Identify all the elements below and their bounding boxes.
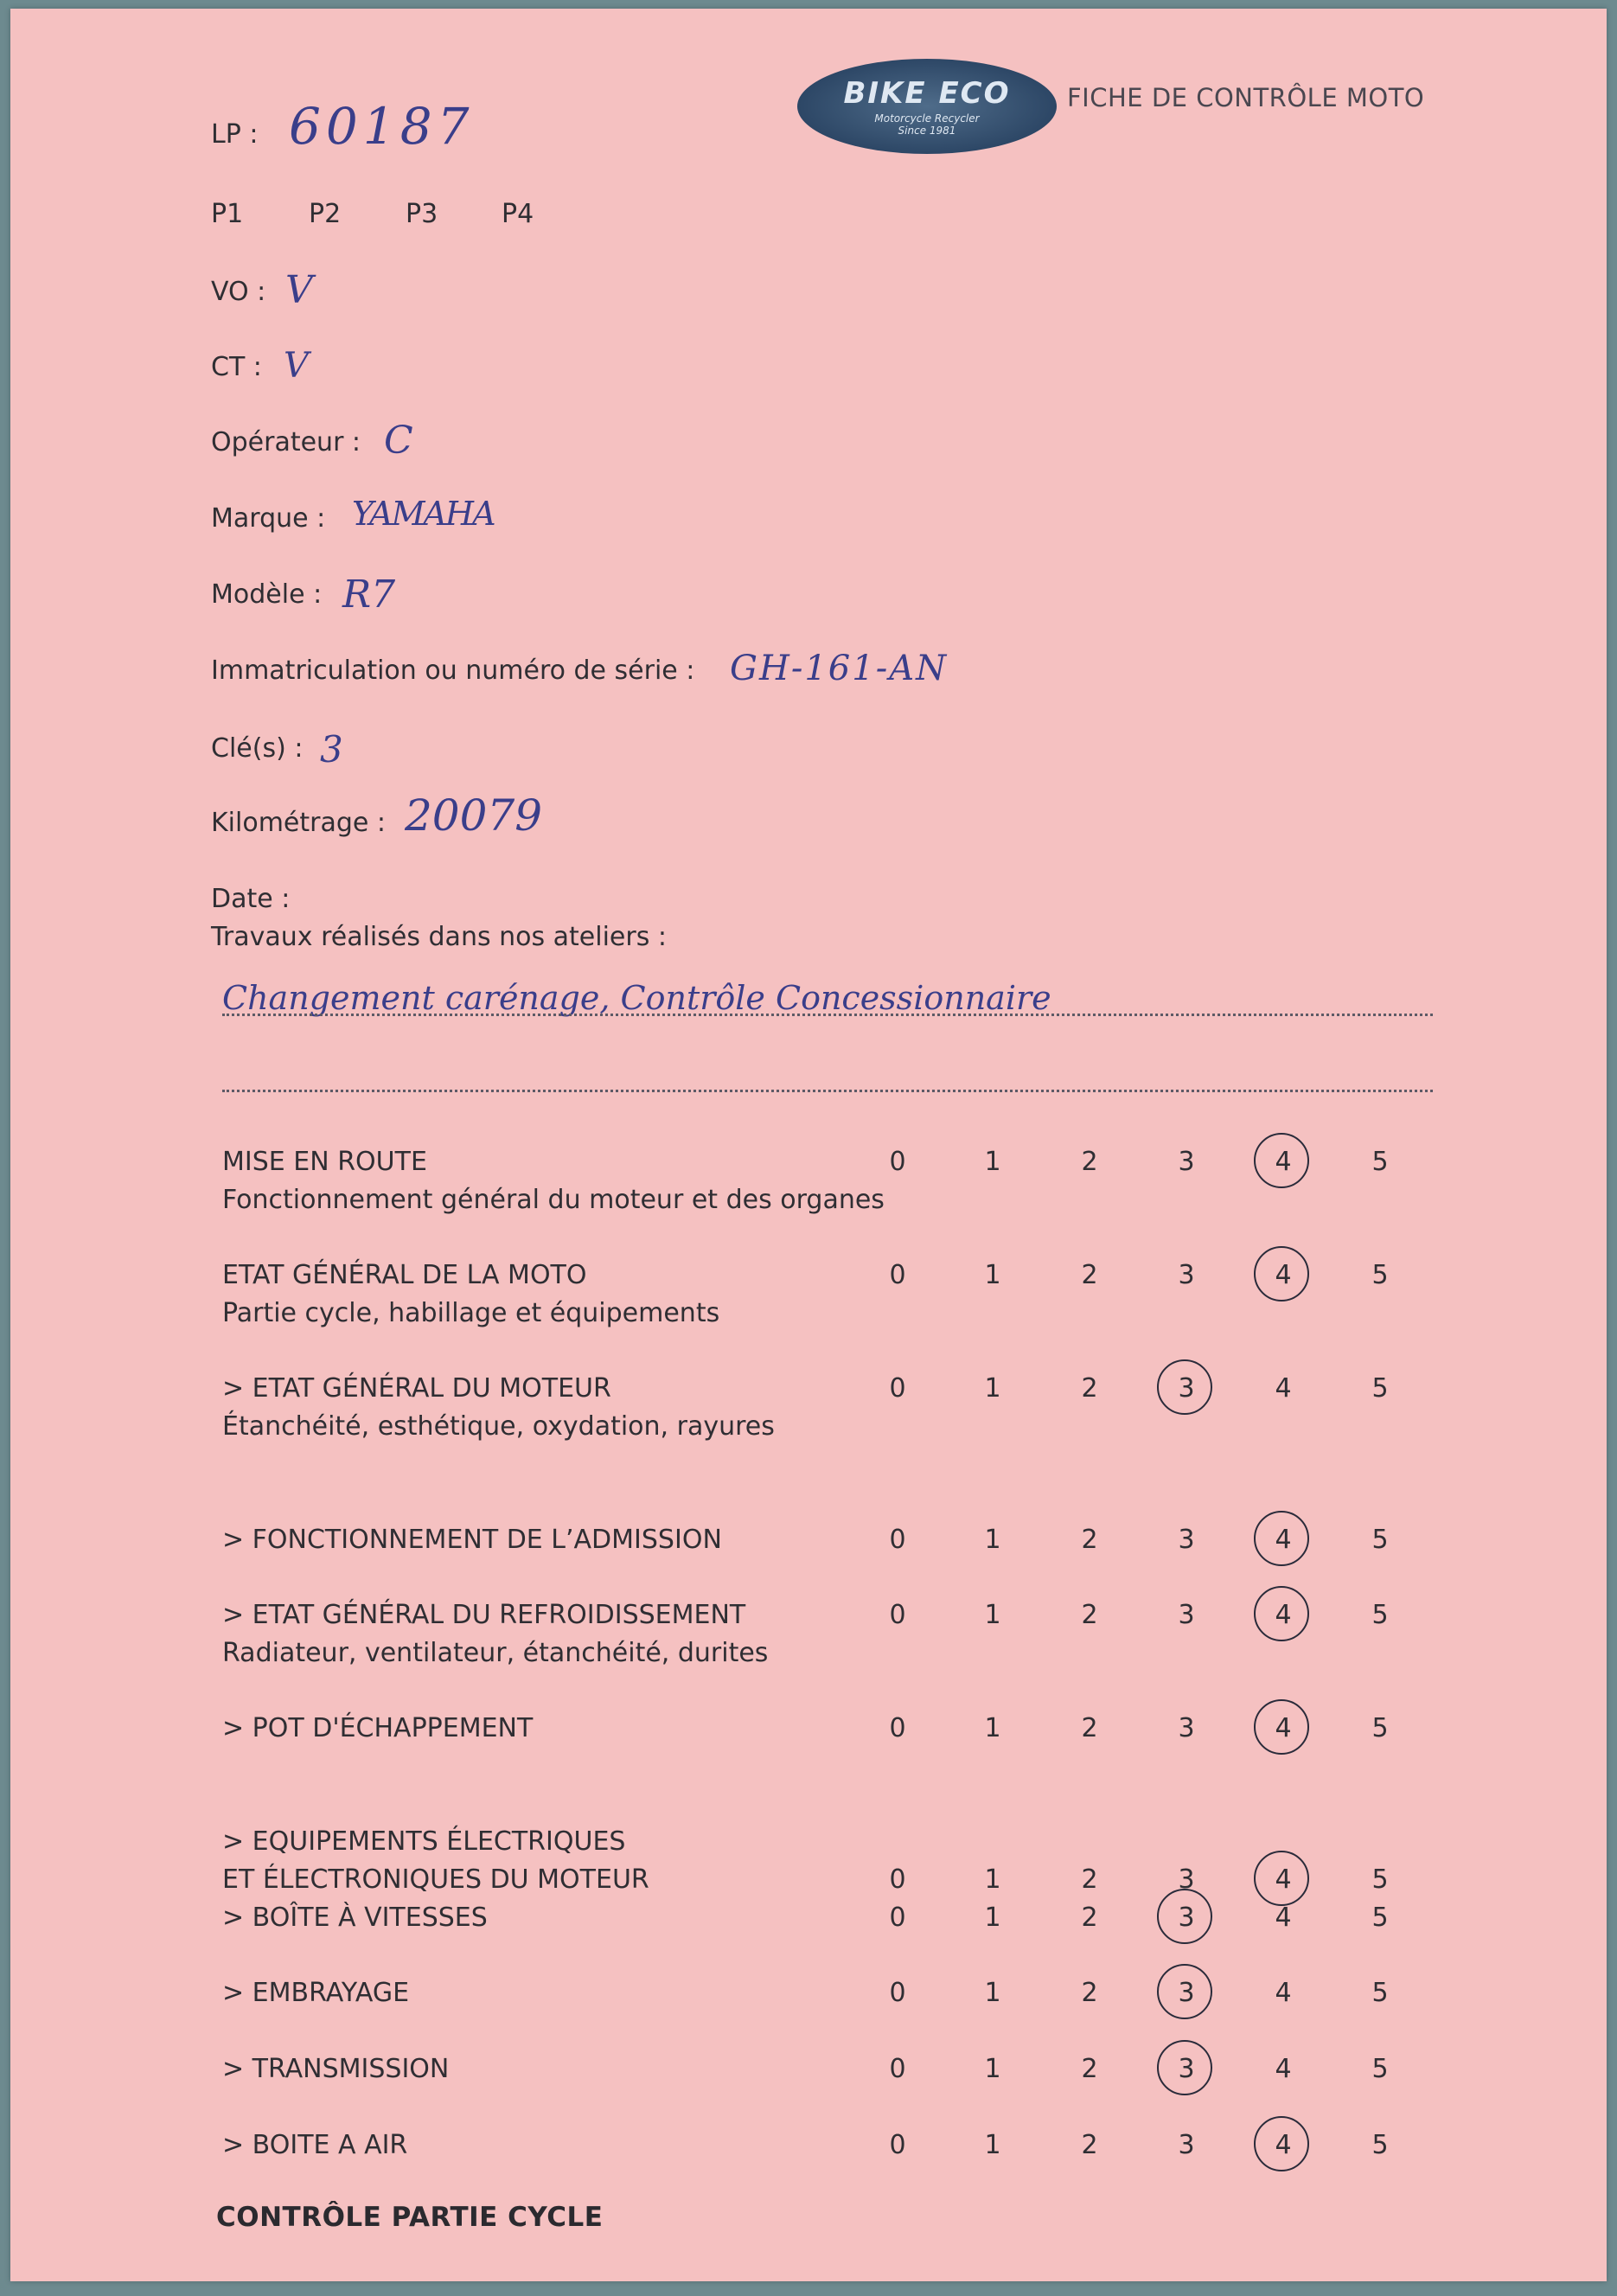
check-title: > TRANSMISSION (222, 2054, 450, 2084)
score-option-4: 4 (1275, 1978, 1292, 2008)
score-option-5: 5 (1371, 2054, 1389, 2084)
vo-label: VO : (211, 277, 266, 307)
marque-label: Marque : (211, 503, 326, 534)
check-title: > POT D'ÉCHAPPEMENT (222, 1713, 534, 1743)
ct-value: V (284, 346, 309, 386)
score-option-2: 2 (1081, 1525, 1098, 1555)
score-option-4: 4 (1275, 1864, 1292, 1895)
score-option-0: 0 (889, 1864, 906, 1895)
selected-score-circle (1254, 1133, 1309, 1188)
travaux-label: Travaux réalisés dans nos ateliers : (211, 922, 667, 952)
score-option-3: 3 (1178, 1903, 1195, 1933)
check-title: > FONCTIONNEMENT DE L’ADMISSION (222, 1525, 722, 1555)
modele-label: Modèle : (211, 579, 323, 610)
score-option-5: 5 (1371, 1147, 1389, 1177)
score-option-5: 5 (1371, 1713, 1389, 1743)
score-option-0: 0 (889, 1903, 906, 1933)
score-option-2: 2 (1081, 1713, 1098, 1743)
score-option-3: 3 (1178, 2054, 1195, 2084)
selected-score-circle (1254, 1586, 1309, 1641)
immatriculation-value: GH-161-AN (730, 649, 949, 688)
score-option-1: 1 (984, 1903, 1001, 1933)
score-option-2: 2 (1081, 1978, 1098, 2008)
score-option-1: 1 (984, 1864, 1001, 1895)
kilometrage-value: 20079 (405, 790, 543, 841)
check-title: ETAT GÉNÉRAL DE LA MOTO (222, 1260, 587, 1290)
score-option-4: 4 (1275, 1903, 1292, 1933)
score-option-4: 4 (1275, 1525, 1292, 1555)
score-option-3: 3 (1178, 1373, 1195, 1404)
score-option-0: 0 (889, 1978, 906, 2008)
score-option-2: 2 (1081, 1260, 1098, 1290)
score-option-0: 0 (889, 1525, 906, 1555)
score-option-2: 2 (1081, 1864, 1098, 1895)
check-subtitle: Étanchéité, esthétique, oxydation, rayures (222, 1411, 775, 1442)
score-option-1: 1 (984, 2054, 1001, 2084)
score-option-4: 4 (1275, 1373, 1292, 1404)
score-option-0: 0 (889, 1600, 906, 1630)
lp-value: 60187 (289, 97, 475, 156)
score-option-1: 1 (984, 1600, 1001, 1630)
score-option-5: 5 (1371, 1978, 1389, 2008)
score-option-0: 0 (889, 1373, 906, 1404)
check-title: > BOÎTE À VITESSES (222, 1903, 488, 1933)
lp-label: LP : (211, 119, 259, 150)
score-option-4: 4 (1275, 1147, 1292, 1177)
p1-label: P1 (211, 199, 244, 229)
travaux-line-2 (222, 1090, 1433, 1092)
score-option-5: 5 (1371, 1373, 1389, 1404)
score-option-0: 0 (889, 2130, 906, 2160)
score-option-2: 2 (1081, 2130, 1098, 2160)
operateur-value: C (384, 419, 413, 463)
check-title: MISE EN ROUTE (222, 1147, 427, 1177)
score-option-2: 2 (1081, 1373, 1098, 1404)
date-label: Date : (211, 884, 291, 914)
score-option-4: 4 (1275, 1600, 1292, 1630)
selected-score-circle (1157, 1889, 1212, 1944)
check-subtitle: Fonctionnement général du moteur et des organes (222, 1185, 885, 1215)
selected-score-circle (1254, 1511, 1309, 1566)
modele-value: R7 (342, 572, 396, 617)
score-option-0: 0 (889, 1713, 906, 1743)
score-option-0: 0 (889, 1260, 906, 1290)
check-subtitle: Radiateur, ventilateur, étanchéité, durites (222, 1638, 769, 1668)
score-option-1: 1 (984, 1373, 1001, 1404)
score-option-2: 2 (1081, 1600, 1098, 1630)
score-option-2: 2 (1081, 2054, 1098, 2084)
selected-score-circle (1157, 2040, 1212, 2095)
score-option-3: 3 (1178, 1864, 1195, 1895)
score-option-1: 1 (984, 1260, 1001, 1290)
p2-label: P2 (309, 199, 342, 229)
selected-score-circle (1157, 1964, 1212, 2019)
score-option-3: 3 (1178, 1978, 1195, 2008)
score-option-4: 4 (1275, 2130, 1292, 2160)
score-option-0: 0 (889, 2054, 906, 2084)
check-title: > ETAT GÉNÉRAL DU MOTEUR (222, 1373, 611, 1404)
check-title: > EQUIPEMENTS ÉLECTRIQUES (222, 1826, 626, 1857)
p3-label: P3 (406, 199, 438, 229)
score-option-1: 1 (984, 2130, 1001, 2160)
travaux-value: Changement carénage, Contrôle Concessionnaire (222, 979, 1051, 1017)
score-option-3: 3 (1178, 1525, 1195, 1555)
score-option-5: 5 (1371, 2130, 1389, 2160)
operateur-label: Opérateur : (211, 427, 361, 457)
check-title: > EMBRAYAGE (222, 1978, 410, 2008)
score-option-1: 1 (984, 1713, 1001, 1743)
p4-label: P4 (502, 199, 534, 229)
score-option-5: 5 (1371, 1903, 1389, 1933)
score-option-0: 0 (889, 1147, 906, 1177)
score-option-4: 4 (1275, 1260, 1292, 1290)
score-option-2: 2 (1081, 1147, 1098, 1177)
control-sheet (10, 9, 1607, 2281)
score-option-1: 1 (984, 1147, 1001, 1177)
check-subtitle: ET ÉLECTRONIQUES DU MOTEUR (222, 1864, 649, 1895)
cles-label: Clé(s) : (211, 733, 304, 764)
section-title-partie-cycle: CONTRÔLE PARTIE CYCLE (216, 2202, 604, 2233)
score-option-3: 3 (1178, 1147, 1195, 1177)
score-option-4: 4 (1275, 2054, 1292, 2084)
logo-since: Since 1981 (898, 125, 956, 137)
score-option-1: 1 (984, 1525, 1001, 1555)
bike-eco-logo (797, 59, 1057, 154)
score-option-3: 3 (1178, 2130, 1195, 2160)
kilometrage-label: Kilométrage : (211, 808, 387, 838)
cles-value: 3 (320, 728, 343, 771)
score-option-4: 4 (1275, 1713, 1292, 1743)
score-option-5: 5 (1371, 1525, 1389, 1555)
selected-score-circle (1254, 1851, 1309, 1906)
travaux-line-1 (222, 1014, 1433, 1016)
selected-score-circle (1254, 2116, 1309, 2171)
check-title: > ETAT GÉNÉRAL DU REFROIDISSEMENT (222, 1600, 746, 1630)
score-option-1: 1 (984, 1978, 1001, 2008)
selected-score-circle (1254, 1699, 1309, 1755)
ct-label: CT : (211, 352, 262, 382)
score-option-3: 3 (1178, 1713, 1195, 1743)
logo-brand: BIKE ECO (843, 76, 1011, 111)
vo-value: V (285, 268, 313, 312)
logo-tagline: Motorcycle Recycler (874, 112, 980, 125)
marque-value: YAMAHA (352, 495, 495, 533)
score-option-3: 3 (1178, 1600, 1195, 1630)
score-option-5: 5 (1371, 1600, 1389, 1630)
immatriculation-label: Immatriculation ou numéro de série : (211, 656, 695, 686)
selected-score-circle (1254, 1246, 1309, 1301)
score-option-3: 3 (1178, 1260, 1195, 1290)
check-subtitle: Partie cycle, habillage et équipements (222, 1298, 720, 1328)
score-option-5: 5 (1371, 1864, 1389, 1895)
selected-score-circle (1157, 1359, 1212, 1415)
score-option-2: 2 (1081, 1903, 1098, 1933)
score-option-5: 5 (1371, 1260, 1389, 1290)
document-title: FICHE DE CONTRÔLE MOTO (1067, 83, 1425, 112)
check-title: > BOITE A AIR (222, 2130, 408, 2160)
